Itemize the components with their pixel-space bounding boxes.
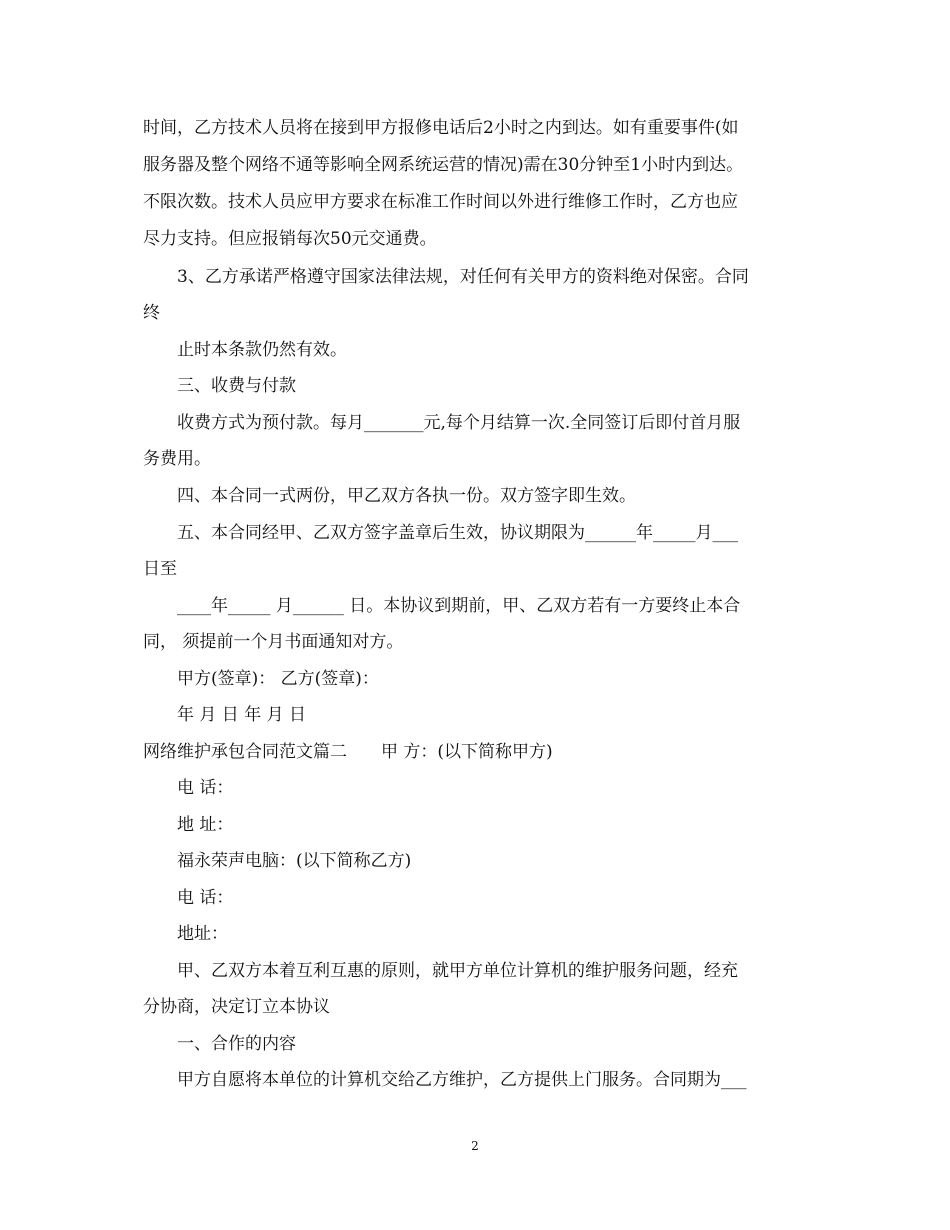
text-line: 福永荣声电脑：(以下简称乙方)	[177, 851, 412, 871]
text-line: 服务器及整个网络不通等影响全网系统运营的情况)需在30分钟至1小时内到达。	[143, 155, 744, 175]
text-line: 电 话：	[177, 778, 234, 798]
text-line: 电 话：	[177, 888, 234, 908]
section-heading: 网络维护承包合同范文篇二 甲 方：(以下简称甲方)	[143, 742, 553, 762]
text-line: 日至	[143, 559, 177, 579]
text-line: 五、本合同经甲、乙双方签字盖章后生效，协议期限为______年_____月___	[177, 523, 738, 543]
text-line: 终	[143, 303, 160, 323]
text-line: 分协商，决定订立本协议	[143, 997, 330, 1017]
text-line: ____年_____ 月______ 日。本协议到期前，甲、乙双方若有一方要终止本合	[177, 596, 741, 616]
date-line: 年 月 日 年 月 日	[177, 705, 307, 725]
text-line: 时间，乙方技术人员将在接到甲方报修电话后2小时之内到达。如有重要事件(如	[143, 118, 739, 138]
text-line: 止时本条款仍然有效。	[177, 340, 347, 360]
text-line: 3、乙方承诺严格遵守国家法律法规，对任何有关甲方的资料绝对保密。合同	[177, 267, 749, 287]
text-line: 地 址：	[177, 815, 234, 835]
text-line: 务费用。	[143, 449, 211, 469]
page-number: 2	[471, 1139, 479, 1153]
text-line: 尽力支持。但应报销每次50元交通费。	[143, 229, 437, 249]
text-line: 同， 须提前一个月书面通知对方。	[143, 632, 404, 652]
text-line: 不限次数。技术人员应甲方要求在标准工作时间以外进行维修工作时，乙方也应	[143, 192, 738, 212]
section-heading: 三、收费与付款	[177, 376, 296, 396]
text-line: 地址：	[177, 924, 228, 944]
text-line: 甲、乙双方本着互利互惠的原则，就甲方单位计算机的维护服务问题，经充	[177, 961, 738, 981]
text-line: 甲方自愿将本单位的计算机交给乙方维护，乙方提供上门服务。合同期为___	[177, 1070, 747, 1090]
signature-line: 甲方(签章)： 乙方(签章)：	[177, 669, 379, 689]
text-line: 收费方式为预付款。每月_______元,每个月结算一次.全同签订后即付首月服	[177, 413, 741, 433]
section-heading: 一、合作的内容	[177, 1034, 296, 1054]
text-line: 四、本合同一式两份，甲乙双方各执一份。双方签字即生效。	[177, 486, 636, 506]
